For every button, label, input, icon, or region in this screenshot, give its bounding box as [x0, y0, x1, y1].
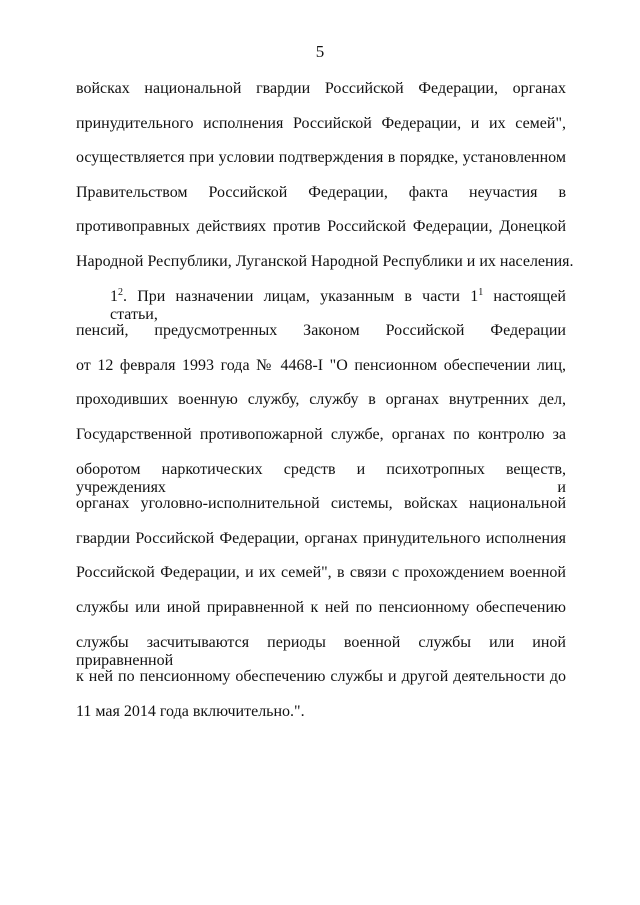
- text-line: войсках национальной гвардии Российской Федерации, органах: [76, 80, 566, 97]
- text-line: от 12 февраля 1993 года № 4468-I "О пенсионном обеспечении лиц,: [76, 356, 566, 374]
- text-line: принудительного исполнения Российской Федерации, и их семей",: [76, 114, 566, 132]
- text-line: службы засчитываются периоды военной службы или иной приравненной: [76, 633, 566, 669]
- paragraph-number-superscript: 2: [118, 286, 123, 298]
- text-line: органах уголовно-исполнительной системы, войсках национальной: [76, 495, 566, 513]
- page-number: 5: [315, 42, 325, 61]
- text-line-first: [76, 288, 566, 323]
- text-line: службы или иной приравненной к ней по пенсионному обеспечению: [76, 598, 566, 616]
- text-fragment: настоящей статьи,: [110, 287, 566, 323]
- text-line: гвардии Российской Федерации, органах принудительного исполнения: [76, 529, 566, 547]
- paragraph-continuation: [76, 80, 574, 288]
- text-line: противоправных действиях против Российской Федерации, Донецкой: [76, 218, 566, 236]
- text-line: Народной Республики, Луганской Народной Республики и их населения.: [76, 252, 574, 270]
- text-line: Государственной противопожарной службе, органах по контролю за: [76, 425, 566, 443]
- text-line: оборотом наркотических средств и психотропных веществ, учреждениях и: [76, 460, 566, 496]
- paragraph-1-2: [76, 288, 566, 738]
- text-fragment: . При назначении лицам, указанным в части 1: [123, 287, 479, 305]
- document-body: [76, 80, 574, 737]
- text-line: проходивших военную службу, службу в органах внутренних дел,: [76, 391, 566, 409]
- text-line: пенсий, предусмотренных Законом Российской Федерации: [76, 322, 566, 340]
- text-line: к ней по пенсионному обеспечению службы и другой деятельности до: [76, 668, 566, 686]
- paragraph-number: 1: [110, 287, 118, 305]
- part-reference-superscript: 1: [478, 286, 484, 298]
- text-line: Российской Федерации, и их семей", в связи с прохождением военной: [76, 564, 566, 582]
- text-line: Правительством Российской Федерации, факта неучастия в: [76, 183, 566, 201]
- text-line: 11 мая 2014 года включительно.".: [76, 702, 305, 720]
- text-line: осуществляется при условии подтверждения в порядке, установленном: [76, 149, 566, 167]
